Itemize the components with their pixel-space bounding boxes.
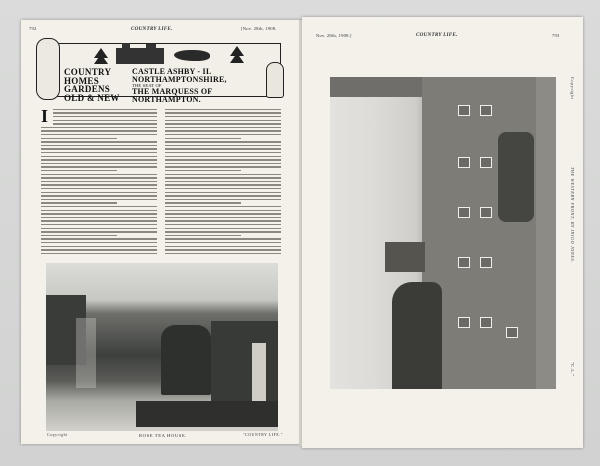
text-line — [165, 213, 281, 214]
urn-pedestal — [252, 343, 266, 409]
text-line — [41, 163, 157, 164]
text-line — [165, 238, 281, 239]
text-line — [41, 242, 157, 243]
text-line — [165, 235, 241, 236]
text-line — [53, 120, 157, 121]
text-line — [165, 199, 281, 200]
window — [480, 157, 492, 168]
text-line — [165, 123, 281, 124]
article-title-block — [132, 68, 280, 103]
tower-edge — [536, 77, 556, 389]
article-owner: THE MARQUESS OF NORTHAMPTON. — [132, 87, 213, 104]
window — [458, 157, 470, 168]
text-line — [165, 202, 241, 203]
clipped-hedge — [161, 325, 211, 395]
series-title: COUNTRY HOMES GARDENS OLD & NEW — [64, 67, 120, 103]
text-line — [165, 174, 281, 175]
text-line — [41, 206, 157, 207]
castle-illustration — [116, 48, 164, 64]
flower-bed — [136, 401, 278, 427]
text-line — [41, 235, 117, 236]
text-line — [165, 228, 281, 229]
window — [480, 207, 492, 218]
text-line — [41, 127, 157, 128]
window — [458, 105, 470, 116]
text-line — [41, 177, 157, 178]
left-page-number: 792 — [29, 26, 37, 31]
text-line — [165, 159, 281, 160]
text-line — [41, 166, 157, 167]
text-line — [165, 217, 281, 218]
article-seat-of: THE SEAT OF — [132, 83, 162, 88]
text-line — [41, 238, 157, 239]
text-line — [41, 159, 157, 160]
text-line — [41, 134, 157, 135]
pergola — [76, 318, 96, 388]
clipped-hedge — [211, 321, 278, 401]
text-line — [41, 152, 157, 153]
article-county: NORTHAMPTONSHIRE, — [132, 74, 227, 84]
window — [458, 317, 470, 328]
text-line — [165, 120, 281, 121]
text-line — [41, 145, 157, 146]
text-column-left — [41, 108, 157, 256]
text-line — [165, 231, 281, 232]
text-line — [165, 112, 281, 113]
text-line — [165, 134, 281, 135]
text-line — [41, 188, 157, 189]
text-line — [165, 242, 281, 243]
photo-credit-right: "COUNTRY LIFE." — [243, 433, 284, 437]
copyright-bottom: "C.L." — [570, 362, 575, 377]
text-line — [41, 192, 157, 193]
text-line — [165, 253, 281, 254]
left-running-title: COUNTRY LIFE. — [131, 26, 173, 32]
window — [458, 257, 470, 268]
copyright-top: Copyright — [570, 77, 575, 100]
text-line — [41, 220, 157, 221]
window — [480, 257, 492, 268]
text-line — [165, 192, 281, 193]
text-line — [165, 152, 281, 153]
portico — [385, 242, 425, 272]
right-running-title: COUNTRY LIFE. — [416, 32, 458, 38]
tree-icon — [94, 54, 108, 64]
text-line — [41, 138, 117, 139]
text-line — [165, 177, 281, 178]
text-line — [165, 130, 281, 131]
text-line — [53, 116, 157, 117]
text-line — [165, 109, 281, 110]
text-line — [41, 210, 157, 211]
tree-icon — [230, 53, 244, 63]
drop-cap: I — [41, 106, 49, 126]
text-line — [165, 195, 281, 196]
text-line — [165, 156, 281, 157]
text-line — [41, 184, 157, 185]
article-title: CASTLE ASHBY - II. — [132, 67, 212, 76]
text-line — [53, 112, 157, 113]
text-line — [165, 166, 281, 167]
text-line — [41, 224, 157, 225]
right-page — [302, 17, 583, 448]
text-line — [165, 220, 281, 221]
window — [480, 317, 492, 328]
text-line — [41, 202, 117, 203]
text-line — [41, 141, 157, 142]
text-line — [41, 170, 117, 171]
photo-credit-left: Copyright — [47, 433, 68, 437]
text-line — [165, 170, 241, 171]
text-line — [165, 181, 281, 182]
text-line — [41, 130, 157, 131]
photo-vertical-caption: THE WESTERN FRONT, BY INIGO JONES. — [570, 167, 575, 263]
window — [480, 105, 492, 116]
right-date: Nov. 28th, 1908.] — [316, 33, 352, 38]
text-line — [165, 246, 281, 247]
text-line — [41, 217, 157, 218]
text-line — [41, 228, 157, 229]
text-line — [165, 224, 281, 225]
text-line — [165, 141, 281, 142]
photo-caption: ROSE TEA HOUSE. — [139, 433, 188, 438]
text-line — [41, 249, 157, 250]
article-body — [41, 108, 281, 256]
ivy-foliage — [392, 282, 442, 389]
text-line — [41, 174, 157, 175]
text-line — [41, 253, 157, 254]
text-line — [41, 195, 157, 196]
text-line — [41, 231, 157, 232]
rose-tea-house-photo — [46, 263, 278, 431]
bird-illustration — [174, 50, 210, 61]
text-line — [41, 156, 157, 157]
text-line — [41, 213, 157, 214]
right-page-number: 793 — [552, 33, 560, 38]
text-line — [41, 199, 157, 200]
left-date: [Nov. 28th, 1908. — [241, 26, 277, 31]
window — [506, 327, 518, 338]
text-line — [41, 246, 157, 247]
western-front-photo — [330, 77, 556, 389]
roof-line — [330, 77, 422, 97]
text-line — [165, 145, 281, 146]
text-line — [165, 210, 281, 211]
text-line — [165, 249, 281, 250]
text-column-right — [165, 108, 281, 256]
scroll-ornament-left — [36, 38, 60, 100]
masthead — [41, 43, 281, 104]
text-line — [165, 127, 281, 128]
text-line — [165, 138, 241, 139]
text-line — [41, 181, 157, 182]
window — [458, 207, 470, 218]
text-line — [165, 188, 281, 189]
text-line — [165, 163, 281, 164]
ivy-foliage — [498, 132, 534, 222]
text-line — [53, 109, 157, 110]
text-line — [41, 148, 157, 149]
text-line — [165, 184, 281, 185]
text-line — [165, 116, 281, 117]
text-line — [53, 123, 157, 124]
text-line — [165, 148, 281, 149]
text-line — [165, 206, 281, 207]
left-page — [21, 20, 303, 444]
